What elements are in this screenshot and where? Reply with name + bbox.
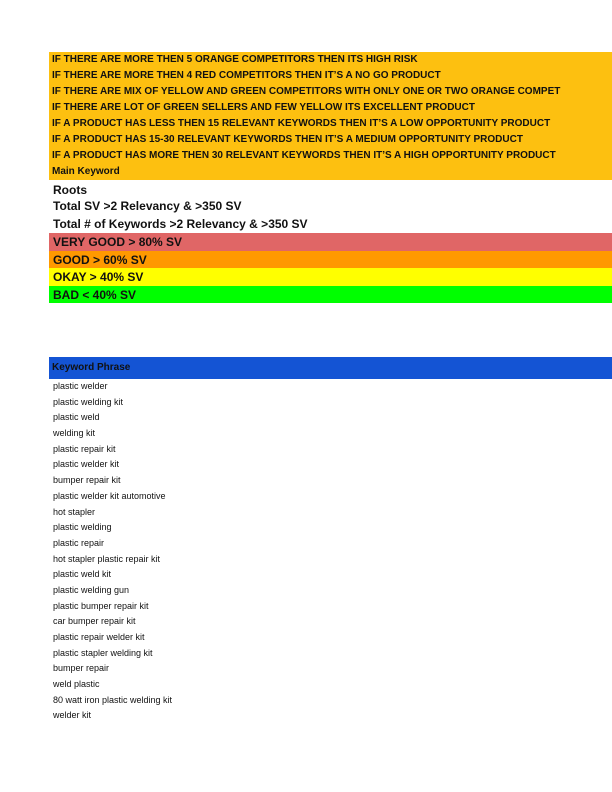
legend-good: GOOD > 60% SV (49, 251, 612, 269)
keyword-item: plastic stapler welding kit (53, 647, 153, 658)
rule-row: IF A PRODUCT HAS MORE THEN 30 RELEVANT KEYWORDS THEN IT’S A HIGH OPPORTUNITY PRODUCT (49, 148, 612, 164)
legend-okay: OKAY > 40% SV (49, 268, 612, 286)
keyword-item: welding kit (53, 428, 96, 439)
keyword-item: 80 watt iron plastic welding kit (53, 694, 173, 705)
spacer (49, 303, 612, 357)
rule-row: IF A PRODUCT HAS LESS THEN 15 RELEVANT KEYWORDS THEN IT’S A LOW OPPORTUNITY PRODUCT (49, 116, 612, 132)
keyword-item: plastic welder kit automotive (53, 490, 166, 501)
keyword-item: plastic repair welder kit (53, 632, 145, 642)
keyword-item: plastic bumper repair kit (53, 600, 149, 611)
legend-bad: BAD < 40% SV (49, 286, 612, 304)
total-keywords-label: Total # of Keywords >2 Relevancy & >350 SV (49, 216, 612, 234)
rule-row: IF THERE ARE LOT OF GREEN SELLERS AND FEW YELLOW ITS EXCELLENT PRODUCT (49, 100, 612, 116)
keyword-item: plastic welding gun (53, 584, 130, 595)
keyword-item: plastic welding kit (53, 396, 124, 407)
keyword-table-header: Keyword Phrase (49, 357, 612, 379)
rule-row: IF THERE ARE MIX OF YELLOW AND GREEN COMPETITORS WITH ONLY ONE OR TWO ORANGE COMPET (49, 84, 612, 100)
rule-row: IF THERE ARE MORE THEN 4 RED COMPETITORS THEN IT’S A NO GO PRODUCT (49, 68, 612, 84)
rule-row: IF A PRODUCT HAS 15-30 RELEVANT KEYWORDS THEN IT’S A MEDIUM OPPORTUNITY PRODUCT (49, 132, 612, 148)
keyword-item: plastic repair kit (53, 443, 116, 454)
keyword-item: plastic welder (53, 381, 108, 391)
keyword-item: car bumper repair kit (53, 616, 136, 627)
spreadsheet-sheet (49, 52, 612, 724)
keyword-item: plastic repair (53, 537, 105, 548)
keyword-item: weld plastic (53, 679, 100, 690)
roots-label: Roots (49, 180, 612, 198)
keyword-item: hot stapler plastic repair kit (53, 553, 161, 564)
keyword-item: hot stapler (53, 506, 96, 517)
keyword-item: plastic welding (53, 522, 112, 533)
keyword-item: welder kit (53, 710, 92, 721)
keyword-list (49, 379, 612, 724)
legend-very-good: VERY GOOD > 80% SV (49, 233, 612, 251)
keyword-item: plastic weld (53, 412, 100, 423)
main-keyword-label: Main Keyword (49, 164, 612, 180)
keyword-item: bumper repair kit (53, 475, 121, 486)
keyword-item: bumper repair (53, 663, 110, 674)
keyword-item: plastic welder kit (53, 459, 120, 470)
keyword-item: plastic weld kit (53, 569, 112, 580)
total-sv-label: Total SV >2 Relevancy & >350 SV (49, 198, 612, 216)
rule-row: IF THERE ARE MORE THEN 5 ORANGE COMPETITORS THEN ITS HIGH RISK (49, 52, 612, 68)
